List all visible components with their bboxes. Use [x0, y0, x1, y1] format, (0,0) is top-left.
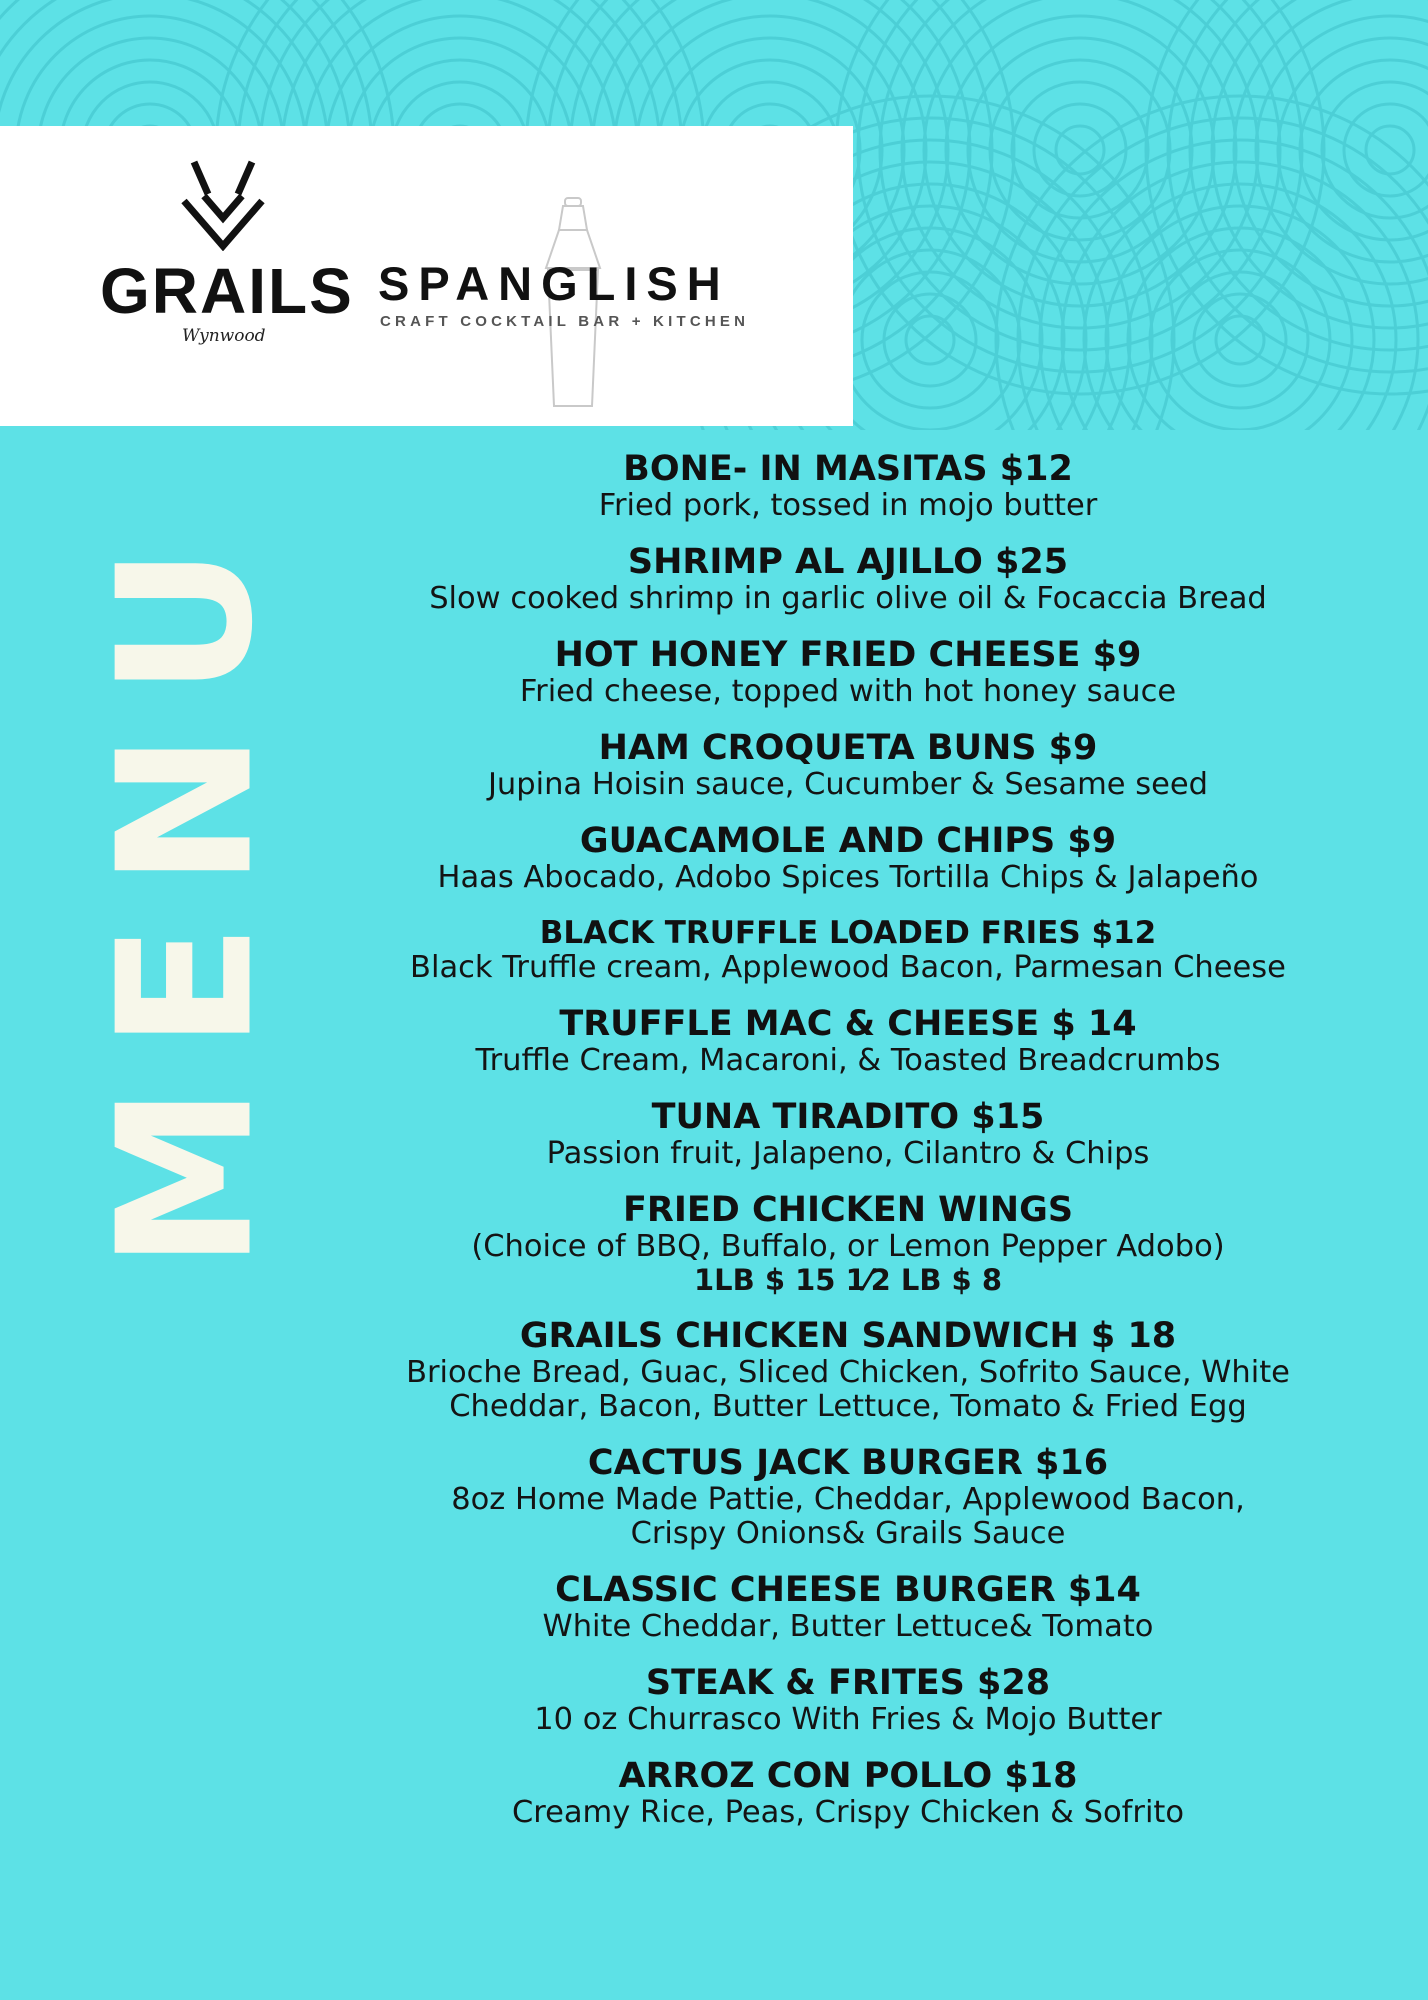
menu-item-title: ARROZ CON POLLO $18 [618, 1756, 1078, 1796]
menu-item-description: Fried pork, tossed in mojo butter [598, 488, 1098, 523]
menu-item-description: Cheddar, Bacon, Butter Lettuce, Tomato & Fried Egg [449, 1389, 1247, 1424]
pattern-arc [1366, 126, 1414, 174]
pattern-arc [1056, 126, 1104, 174]
menu-item [368, 1444, 1328, 1551]
menu-item-description: Truffle Cream, Macaroni, & Toasted Breadcrumbs [475, 1043, 1221, 1078]
grails-wordmark: GRAILS [100, 255, 354, 327]
menu-item [368, 1664, 1328, 1737]
menu-item [368, 1005, 1328, 1078]
pattern-arc [1212, 0, 1428, 328]
pattern-arc [1034, 104, 1126, 196]
pattern-arc [1084, 184, 1396, 430]
menu-item-pricing: 1LB $ 15 1⁄2 LB $ 8 [693, 1263, 1002, 1297]
pattern-arc [1150, 250, 1330, 430]
menu-item [368, 1098, 1328, 1171]
menu-item-title: HOT HONEY FRIED CHEESE $9 [554, 635, 1142, 675]
menu-vertical-title: MENU [77, 510, 294, 1270]
menu-item [368, 636, 1328, 709]
menu-item-description: White Cheddar, Butter Lettuce& Tomato [542, 1609, 1154, 1644]
menu-item-title: SHRIMP AL AJILLO $25 [627, 542, 1069, 582]
menu-item [368, 543, 1328, 616]
menu-item-description: Slow cooked shrimp in garlic olive oil & Focaccia Bread [429, 581, 1267, 616]
menu-item-title: GUACAMOLE AND CHIPS $9 [579, 821, 1117, 861]
spanglish-tagline: CRAFT COCKTAIL BAR + KITCHEN [380, 313, 750, 330]
menu-item-description: Creamy Rice, Peas, Crispy Chicken & Sofrito [511, 1795, 1185, 1830]
menu-item [368, 1571, 1328, 1644]
menu-item-description: Black Truffle cream, Applewood Bacon, Parmesan Cheese [410, 950, 1286, 985]
pattern-arc [906, 316, 954, 364]
pattern-arc [884, 294, 976, 386]
menu-item-title: GRAILS CHICKEN SANDWICH $ 18 [519, 1316, 1177, 1356]
menu-item-title: CACTUS JACK BURGER $16 [587, 1443, 1109, 1483]
menu-item [368, 1317, 1328, 1424]
menu-item [368, 822, 1328, 895]
menu-item-description: Jupina Hoisin sauce, Cucumber & Sesame seed [487, 767, 1209, 802]
menu-item-description: Brioche Bread, Guac, Sliced Chicken, Sofrito Sauce, White [406, 1355, 1290, 1390]
menu-item-description: (Choice of BBQ, Buffalo, or Lemon Pepper Adobo) [471, 1229, 1225, 1264]
menu-item-title: HAM CROQUETA BUNS $9 [598, 728, 1098, 768]
menu-item-description: Haas Abocado, Adobo Spices Tortilla Chips & Jalapeño [437, 860, 1259, 895]
menu-item-title: STEAK & FRITES $28 [645, 1663, 1051, 1703]
pattern-arc [1194, 294, 1286, 386]
menu-item-description: Fried cheese, topped with hot honey sauce [519, 674, 1177, 709]
grails-location: Wynwood [182, 326, 266, 346]
menu-item [368, 915, 1328, 985]
menu-item [368, 1191, 1328, 1297]
logo-panel [0, 126, 853, 426]
menu-item [368, 1757, 1328, 1830]
menu-item-description: 10 oz Churrasco With Fries & Mojo Butter [534, 1702, 1162, 1737]
menu-item-description: 8oz Home Made Pattie, Cheddar, Applewood Bacon, [451, 1482, 1245, 1517]
menu-item-title: TUNA TIRADITO $15 [651, 1097, 1045, 1137]
menu-item [368, 729, 1328, 802]
menu-item-description: Passion fruit, Jalapeno, Cilantro & Chips [546, 1136, 1150, 1171]
menu-item-title: FRIED CHICKEN WINGS [622, 1190, 1074, 1230]
pattern-arc [840, 250, 1020, 430]
spanglish-wordmark: SPANGLISH [378, 257, 730, 310]
menu-item-description: Crispy Onions& Grails Sauce [630, 1516, 1066, 1551]
menu-item-title: BONE- IN MASITAS $12 [623, 449, 1073, 489]
menu-item-title: CLASSIC CHEESE BURGER $14 [555, 1570, 1141, 1610]
menu-item-title: BLACK TRUFFLE LOADED FRIES $12 [539, 915, 1157, 951]
grails-emblem-icon [178, 156, 268, 251]
pattern-arc [990, 60, 1170, 240]
menu-items-list [368, 450, 1328, 1850]
pattern-arc [1216, 316, 1264, 364]
menu-item [368, 450, 1328, 523]
menu-item-title: TRUFFLE MAC & CHEESE $ 14 [559, 1004, 1137, 1044]
pattern-arc [1128, 228, 1352, 430]
